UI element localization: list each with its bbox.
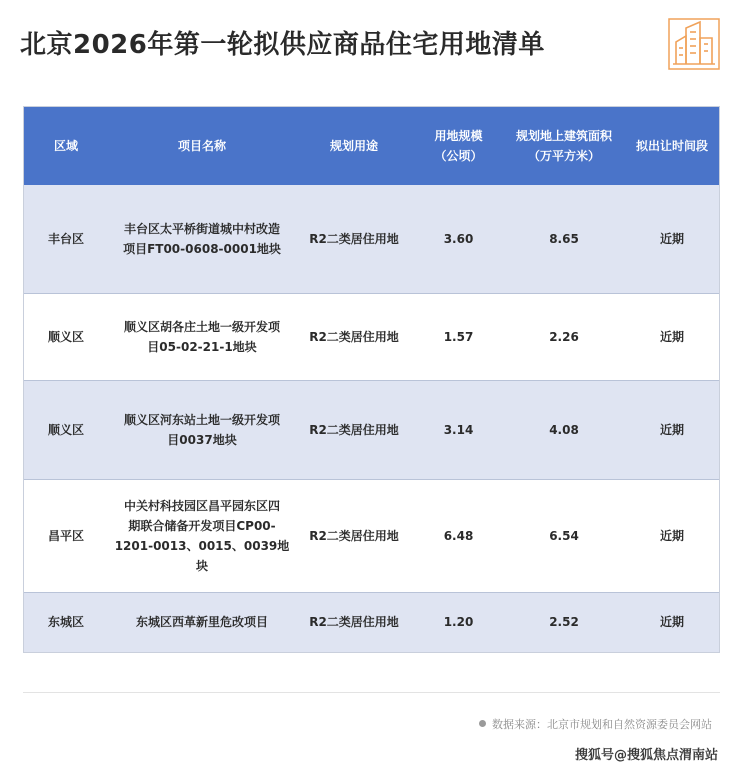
table-row [24,293,720,380]
header-planned-use: 规划用途 [296,107,412,185]
cell-project: 顺义区胡各庄土地一级开发项 目05-02-21-1地块 [108,293,296,380]
cell-use: R2二类居住用地 [296,479,412,592]
cell-floor-area: 2.52 [505,592,623,652]
land-supply-table [23,106,720,653]
cell-floor-area: 8.65 [505,185,623,293]
cell-district: 昌平区 [24,479,108,592]
header-district: 区域 [24,107,108,185]
cell-timing: 近期 [623,592,720,652]
cell-use: R2二类居住用地 [296,185,412,293]
cell-district: 顺义区 [24,293,108,380]
cell-timing: 近期 [623,479,720,592]
cell-area: 6.48 [412,479,505,592]
cell-area: 3.14 [412,380,505,479]
cell-use: R2二类居住用地 [296,592,412,652]
cell-timing: 近期 [623,380,720,479]
cell-timing: 近期 [623,185,720,293]
cell-area: 3.60 [412,185,505,293]
header-timing: 拟出让时间段 [623,107,720,185]
watermark-text: 搜狐号@搜狐焦点渭南站 [574,748,718,763]
cell-project: 顺义区河东站土地一级开发项 目0037地块 [108,380,296,479]
cell-district: 顺义区 [24,380,108,479]
cell-district: 丰台区 [24,185,108,293]
table-row [24,479,720,592]
cell-project: 中关村科技园区昌平园东区四 期联合储备开发项目CP00- 1201-0013、0015、0039地块 [108,479,296,592]
bullet-dot-icon [479,720,486,727]
data-source-note [479,716,712,732]
page-title: 北京2026年第一轮拟供应商品住宅用地清单 [20,30,545,60]
cell-district: 东城区 [24,592,108,652]
footer-divider [23,692,720,693]
cell-timing: 近期 [623,293,720,380]
building-icon [668,18,720,70]
cell-floor-area: 6.54 [505,479,623,592]
cell-project: 东城区西革新里危改项目 [108,592,296,652]
source-text: 数据来源：北京市规划和自然资源委员会网站 [492,718,712,731]
table-header-row [24,107,720,185]
header-floor-area: 规划地上建筑面积 （万平方米） [505,107,623,185]
cell-project: 丰台区太平桥街道城中村改造 项目FT00-0608-0001地块 [108,185,296,293]
cell-area: 1.57 [412,293,505,380]
cell-floor-area: 4.08 [505,380,623,479]
header-project-name: 项目名称 [108,107,296,185]
cell-use: R2二类居住用地 [296,380,412,479]
table-row [24,185,720,293]
cell-area: 1.20 [412,592,505,652]
cell-use: R2二类居住用地 [296,293,412,380]
header-land-area: 用地规模 （公顷） [412,107,505,185]
cell-floor-area: 2.26 [505,293,623,380]
table-row [24,592,720,652]
table-row [24,380,720,479]
